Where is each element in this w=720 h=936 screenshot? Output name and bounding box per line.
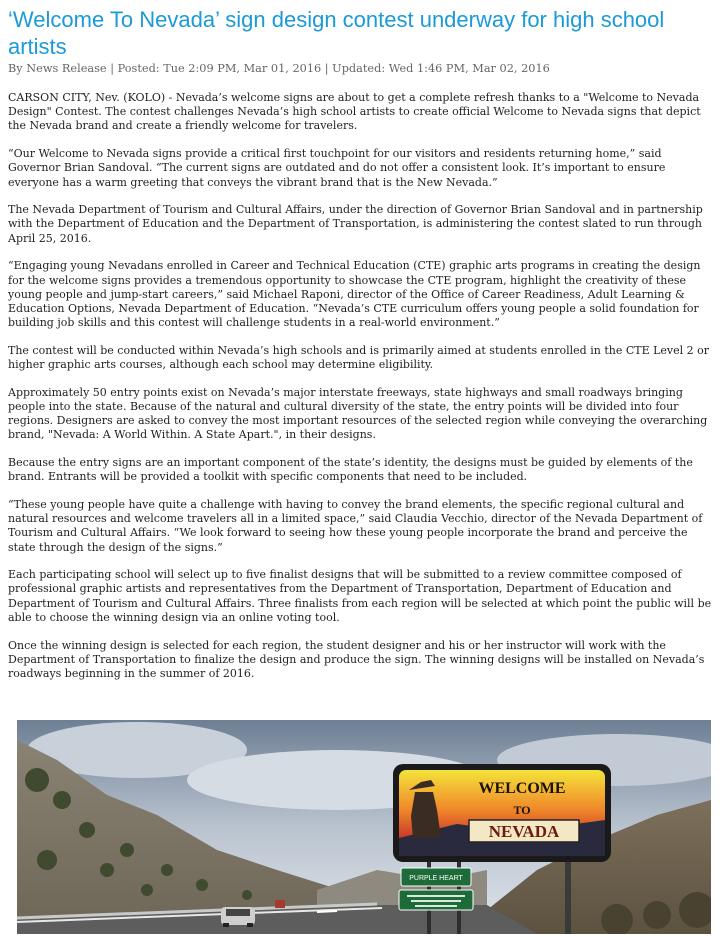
car [221,907,255,927]
article-paragraph: Approximately 50 entry points exist on Nevada’s major interstate freeways, state highways and small roadways bringing people into the state. Because of the natural and cultural diversity of the state, the entry points will be divided into four regions. Designers are asked to convey the most important resources of the selected region while conveying the overarching brand, "Nevada: A World Within. A State Apart.", in their designs. [8,385,708,442]
highway-info-sign [399,890,473,910]
article [8,6,714,695]
purple-heart-sign [401,868,471,886]
article-paragraph: The Nevada Department of Tourism and Cultural Affairs, under the direction of Governor Brian Sandoval and in partnership with the Department of Education and the Department of Transportation, is administering the contest slated to run through April 25, 2016. [8,203,703,245]
article-paragraph: Each participating school will select up to five finalist designs that will be submitted to a review committee composed of professional graphic artists and representatives from the Department of Transportation, Department of Education and Department of Tourism and Cultural Affairs. Three finalists from each region will be selected at which point the public will be able to choose the winning design via an online voting tool. [8,568,712,624]
purple-heart-label: PURPLE HEART [409,875,463,882]
article-headline: ‘Welcome To Nevada’ sign design contest underway for high school artists [8,7,665,59]
welcome-sign-photo [17,720,711,934]
article-paragraph: Because the entry signs are an important component of the state’s identity, the designs must be guided by elements of the brand. Entrants will be provided a toolkit with specific components that need to be included. [8,456,693,484]
article-paragraph: “Engaging young Nevadans enrolled in Career and Technical Education (CTE) graphic arts programs in creating the design for the welcome signs provides a tremendous opportunity to showcase the CTE program, highlight the creativity of these young people and jump-start careers,” said Michael Raponi, director of the Office of Career Readiness, Adult Learning & Education Options, Nevada Department of Education. “Nevada’s CTE curriculum offers young people a solid foundation for building job skills and this contest will challenge students in a real-world environment.” [8,259,701,330]
welcome-to-nevada-sign [393,764,611,862]
article-paragraph: Once the winning design is selected for each region, the student designer and his or her instructor will work with the Department of Transportation to finalize the design and produce the sign. The winning designs will be installed on Nevada’s roadways beginning in the summer of 2016. [8,638,705,680]
article-body [8,91,714,681]
sign-line-welcome: WELCOME [478,780,566,797]
article-byline: By News Release | Posted: Tue 2:09 PM, Mar 01, 2016 | Updated: Wed 1:46 PM, Mar 02, 2016 [8,62,550,75]
article-paragraph: “These young people have quite a challenge with having to convey the brand elements, the specific regional cultural and natural resources and welcome travelers all in a limited space,” said Claudia Vecchio, director of the Nevada Department of Tourism and Cultural Affairs. “We look forward to seeing how these young people incorporate the brand and perceive the state through the design of the signs.” [8,497,703,554]
article-paragraph: “Our Welcome to Nevada signs provide a critical first touchpoint for our visitors and residents returning home,” said Governor Brian Sandoval. “The current signs are outdated and do not offer a consistent look. It’s important to ensure everyone has a warm greeting that conveys the vibrant brand that is the New Nevada.” [8,147,666,189]
sign-line-nevada: NEVADA [488,822,560,841]
article-paragraph: The contest will be conducted within Nevada’s high schools and is primarily aimed at students enrolled in the CTE Level 2 or higher graphic arts courses, although each school may determine eligibility. [8,343,710,372]
article-paragraph: CARSON CITY, Nev. (KOLO) - Nevada’s welcome signs are about to get a complete refresh thanks to a "Welcome to Nevada Design" Contest. The contest challenges Nevada’s high school artists to create official Welcome to Nevada signs that depict the Nevada brand and create a friendly welcome for travelers. [8,91,701,133]
sign-line-to: TO [513,803,531,817]
